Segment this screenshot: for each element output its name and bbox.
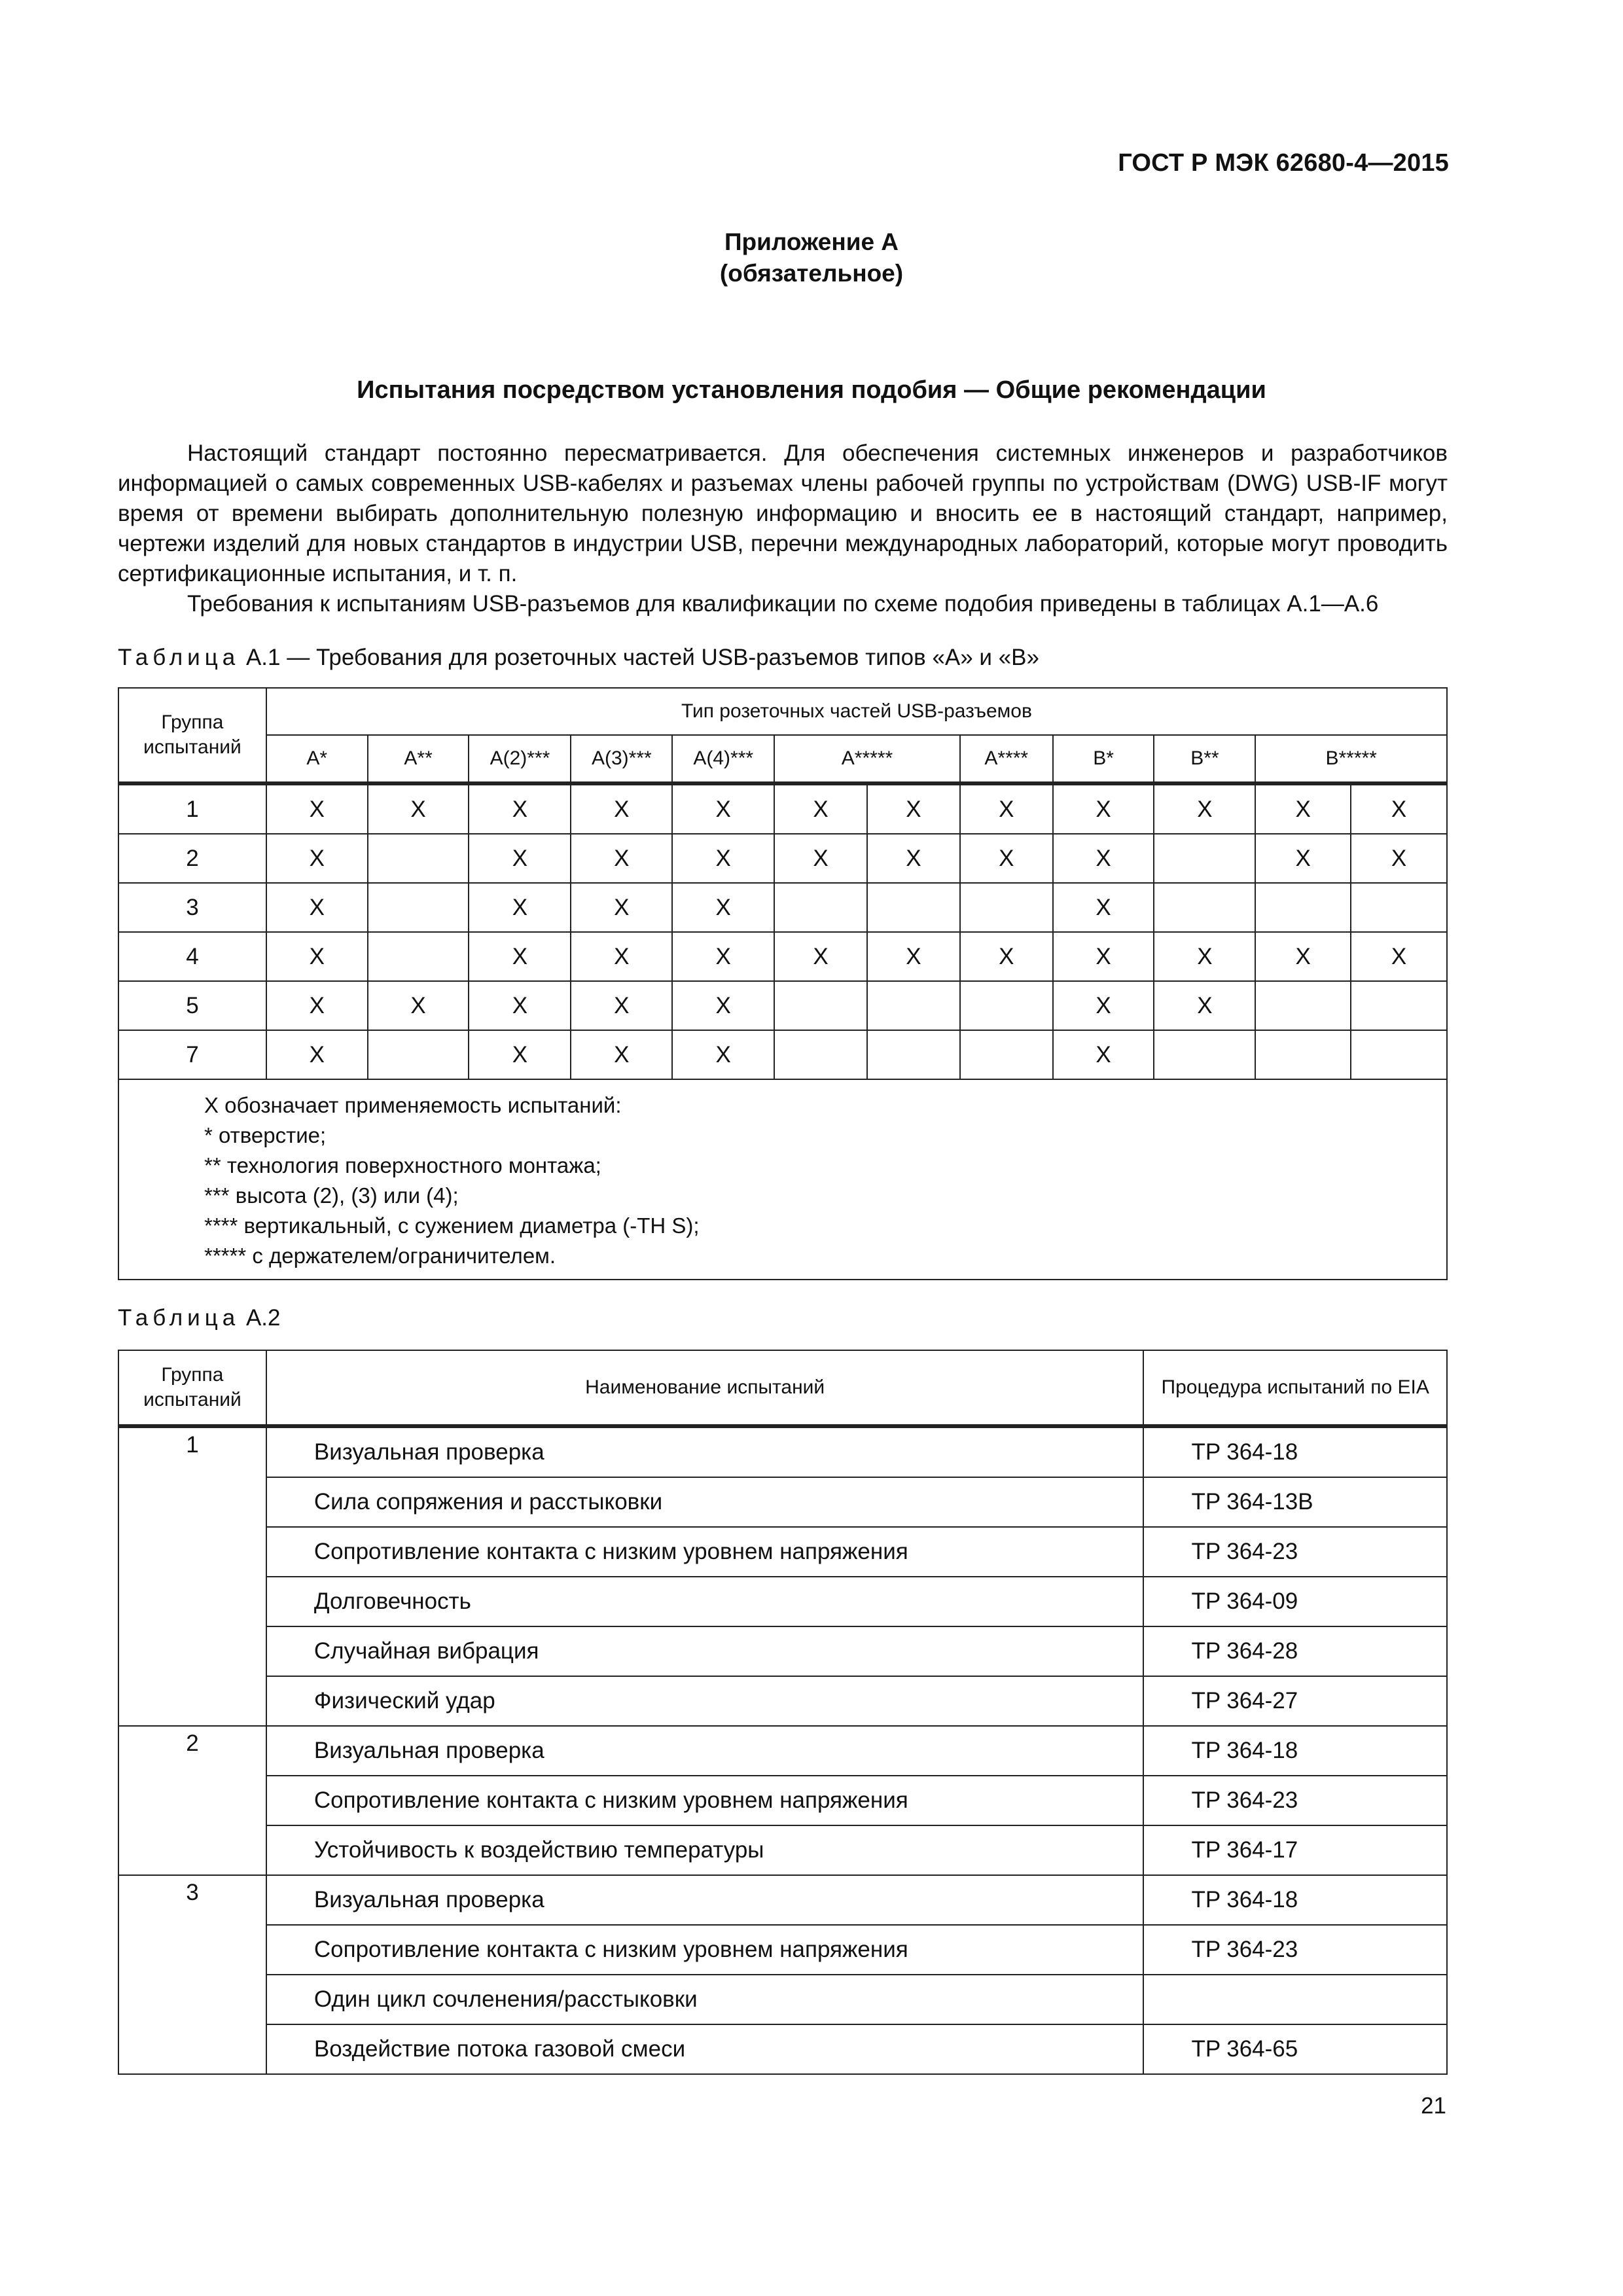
table-cell: X [1053,883,1154,932]
table-cell [867,1030,960,1079]
test-procedure [1143,1975,1447,2024]
table-cell [1154,883,1255,932]
paragraph: Настоящий стандарт постоянно пересматривается. Для обеспечения системных инженеров и разработчиков информацией о самых современных USB-кабелях и разъемах члены рабочей группы по устройствам (DWG) USB-IF могут время от времени выбирать дополнительную полезную информацию и вносить ее в настоящий стандарт, например, чертежи изделий для новых стандартов в индустрии USB, перечни международных лабораторий, которые могут проводить сертификационные испытания, и т. п. [118,440,1448,586]
table-cell: X [571,834,672,883]
table-cell: X [469,932,571,981]
page-number: 21 [1421,2093,1446,2119]
table-cell: X [266,834,368,883]
paragraph: Требования к испытаниям USB-разъемов для квалификации по схеме подобия приведены в таблицах А.1—А.6 [187,591,1379,617]
column-header: A(4)*** [672,735,774,783]
table-cell [867,883,960,932]
test-procedure: TP 364-27 [1143,1676,1447,1726]
column-header: B* [1053,735,1154,783]
table-cell: X [1053,834,1154,883]
test-procedure: TP 364-23 [1143,1925,1447,1975]
test-name: Сопротивление контакта с низким уровнем напряжения [266,1776,1144,1825]
table-cell [368,834,469,883]
table-cell: X [774,834,867,883]
note-line: ***** с держателем/ограничителем. [204,1244,556,1268]
table-cell: X [1255,783,1351,834]
table-cell: X [960,834,1053,883]
table-row [118,1726,1447,1776]
table-cell: X [571,981,672,1030]
note-line: ** технология поверхностного монтажа; [204,1153,601,1177]
table-cell: X [672,883,774,932]
section-title: Испытания посредством установления подобия — Общие рекомендации [357,376,1266,404]
table-cell: X [672,1030,774,1079]
table-a1 [118,687,1448,1280]
test-procedure: TP 364-18 [1143,1726,1447,1776]
table2-procedure-header: Процедура испытаний по EIA [1143,1350,1447,1426]
table-cell: X [1255,932,1351,981]
note-line: *** высота (2), (3) или (4); [204,1183,459,1208]
table-cell: X [368,981,469,1030]
table-cell: X [1351,834,1447,883]
table-cell: X [867,932,960,981]
test-name: Сила сопряжения и расстыковки [266,1477,1144,1527]
test-procedure: TP 364-13B [1143,1477,1447,1527]
table-row [118,1975,1447,2024]
table-cell: X [774,932,867,981]
test-procedure: TP 364-23 [1143,1776,1447,1825]
table-cell: X [1053,932,1154,981]
table-cell: X [368,783,469,834]
table-cell [960,883,1053,932]
table-cell: X [266,932,368,981]
test-procedure: TP 364-65 [1143,2024,1447,2074]
column-header: A* [266,735,368,783]
test-procedure: TP 364-17 [1143,1825,1447,1875]
table1-type-header: Тип розеточных частей USB-разъемов [266,688,1447,735]
table1-caption-label: Таблица [118,645,240,670]
test-name: Сопротивление контакта с низким уровнем напряжения [266,1527,1144,1577]
table-row [118,1577,1447,1626]
table-cell: X [960,932,1053,981]
table1-group-header: Группа испытаний [118,688,266,783]
table-cell: X [1154,981,1255,1030]
table-cell: X [1351,932,1447,981]
test-name: Один цикл сочленения/расстыковки [266,1975,1144,2024]
table-cell: X [1053,981,1154,1030]
test-name: Устойчивость к воздействию температуры [266,1825,1144,1875]
table-row [118,1426,1447,1477]
table-cell: X [1351,783,1447,834]
table-cell: X [266,883,368,932]
group-cell: 1 [118,783,266,834]
document-code: ГОСТ Р МЭК 62680-4—2015 [1118,149,1449,177]
test-name: Визуальная проверка [266,1426,1144,1477]
table-cell [368,1030,469,1079]
table1-caption [118,645,1039,671]
table-row [118,1030,1447,1079]
table-row [118,1676,1447,1726]
table-row [118,1477,1447,1527]
table-cell [1351,1030,1447,1079]
table-cell: X [867,783,960,834]
table-row [118,1527,1447,1577]
column-header: B** [1154,735,1255,783]
test-procedure: TP 364-23 [1143,1527,1447,1577]
table-row [118,883,1447,932]
table-cell: X [672,932,774,981]
group-cell: 1 [118,1426,266,1726]
group-cell: 3 [118,1875,266,2074]
test-name: Физический удар [266,1676,1144,1726]
table2-caption [118,1305,281,1331]
table-row [118,1875,1447,1925]
table-cell: X [1154,783,1255,834]
column-header: A(2)*** [469,735,571,783]
table-cell: X [266,1030,368,1079]
table1-caption-text: А.1 — Требования для розеточных частей USB-разъемов типов «А» и «В» [240,645,1039,670]
table-cell: X [867,834,960,883]
table-row [118,1825,1447,1875]
group-cell: 2 [118,834,266,883]
table-cell [1154,834,1255,883]
table-cell: X [1154,932,1255,981]
test-name: Случайная вибрация [266,1626,1144,1676]
appendix-heading [0,226,1623,289]
table-cell [774,883,867,932]
table-row [118,981,1447,1030]
table-cell: X [571,783,672,834]
test-procedure: TP 364-09 [1143,1577,1447,1626]
test-name: Воздействие потока газовой смеси [266,2024,1144,2074]
appendix-title: Приложение А [724,228,899,255]
table-cell: X [469,1030,571,1079]
table-cell: X [571,1030,672,1079]
group-cell: 3 [118,883,266,932]
column-header: A(3)*** [571,735,672,783]
table-cell [1255,981,1351,1030]
table-cell: X [960,783,1053,834]
group-cell: 4 [118,932,266,981]
group-cell: 2 [118,1726,266,1875]
column-header: B***** [1255,735,1447,783]
table-cell: X [1053,783,1154,834]
table-a2 [118,1350,1448,2075]
group-cell: 5 [118,981,266,1030]
table-cell [867,981,960,1030]
table-cell [368,932,469,981]
table-cell: X [571,932,672,981]
table2-group-header: Группа испытаний [118,1350,266,1426]
table-cell: X [672,834,774,883]
note-line: X обозначает применяемость испытаний: [204,1093,622,1117]
table-row [118,1925,1447,1975]
table-cell: X [571,883,672,932]
table-row [118,1626,1447,1676]
appendix-status: (обязательное) [719,260,904,287]
test-name: Визуальная проверка [266,1726,1144,1776]
table-cell: X [469,883,571,932]
table-cell: X [266,783,368,834]
table-cell: X [469,783,571,834]
table2-caption-label: Таблица [118,1305,240,1331]
table1-notes [118,1079,1447,1280]
table2-caption-text: А.2 [240,1305,281,1331]
table2-name-header: Наименование испытаний [266,1350,1144,1426]
table-cell [1351,981,1447,1030]
column-header: A** [368,735,469,783]
test-procedure: TP 364-18 [1143,1426,1447,1477]
column-header: A***** [774,735,960,783]
table-cell: X [1255,834,1351,883]
table-cell: X [469,834,571,883]
table-cell [774,981,867,1030]
test-name: Визуальная проверка [266,1875,1144,1925]
table-cell [774,1030,867,1079]
table-cell [1255,1030,1351,1079]
table-cell [960,1030,1053,1079]
table-row [118,1776,1447,1825]
note-line: **** вертикальный, с сужением диаметра (-TH S); [204,1213,700,1238]
table-cell: X [1053,1030,1154,1079]
table-cell [368,883,469,932]
table-row [118,2024,1447,2074]
table-row [118,834,1447,883]
table-cell: X [469,981,571,1030]
table-cell: X [774,783,867,834]
body-text [118,439,1448,619]
table-cell: X [672,783,774,834]
test-name: Долговечность [266,1577,1144,1626]
table-cell [960,981,1053,1030]
test-procedure: TP 364-28 [1143,1626,1447,1676]
table-row [118,783,1447,834]
table-cell [1154,1030,1255,1079]
note-line: * отверстие; [204,1123,327,1147]
table-cell [1255,883,1351,932]
table-cell: X [266,981,368,1030]
test-name: Сопротивление контакта с низким уровнем напряжения [266,1925,1144,1975]
column-header: A**** [960,735,1053,783]
table-cell [1351,883,1447,932]
table-row [118,932,1447,981]
table-cell: X [672,981,774,1030]
test-procedure: TP 364-18 [1143,1875,1447,1925]
group-cell: 7 [118,1030,266,1079]
